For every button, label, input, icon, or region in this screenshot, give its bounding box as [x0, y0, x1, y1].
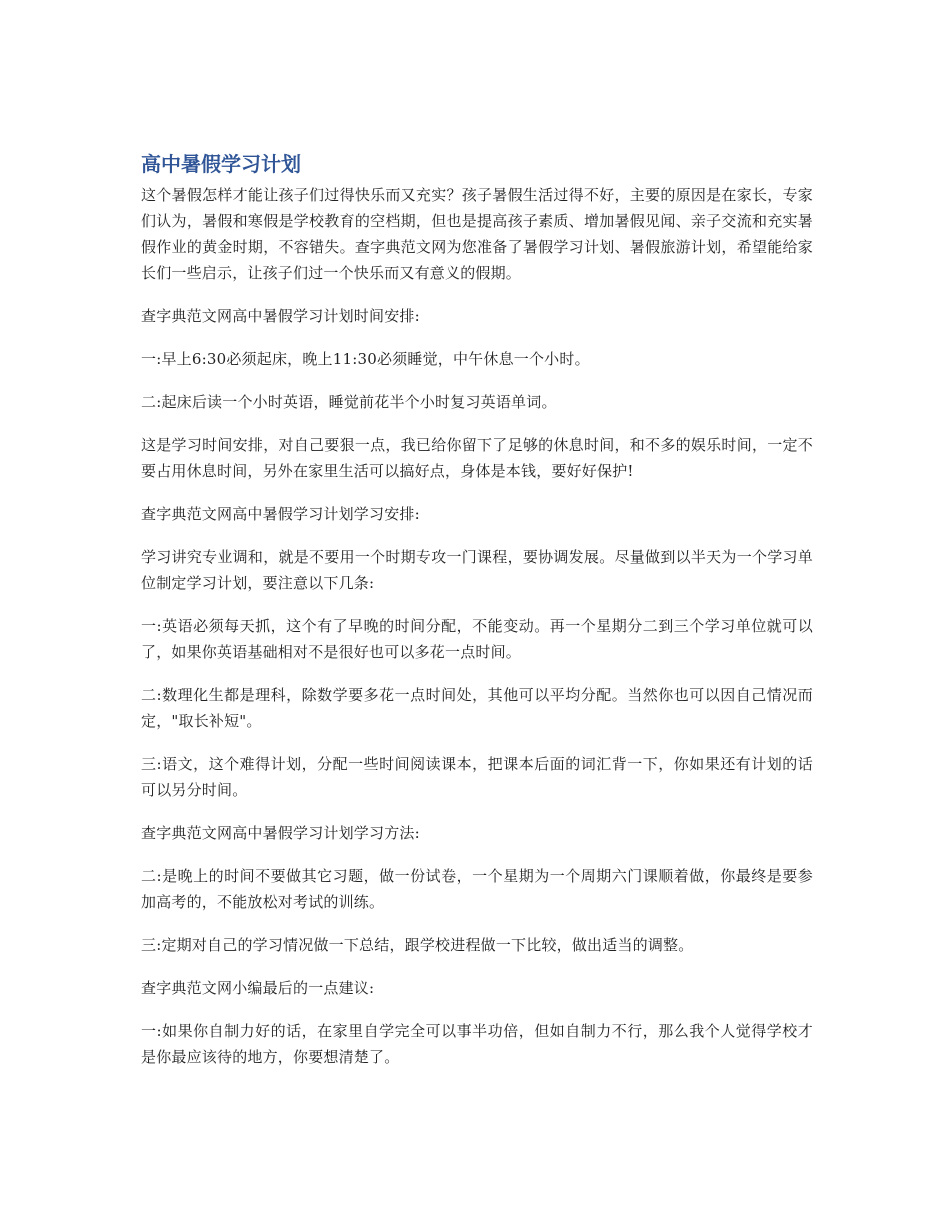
document-page [141, 150, 813, 1087]
paragraph-method-heading: 查字典范文网高中暑假学习计划学习方法: [141, 824, 420, 842]
paragraph-schedule-heading: 查字典范文网高中暑假学习计划时间安排: [141, 307, 420, 325]
paragraph-advice-heading: 查字典范文网小编最后的一点建议: [141, 979, 375, 997]
paragraph-study-heading: 查字典范文网高中暑假学习计划学习安排: [141, 505, 420, 523]
paragraph-method-3: 三:定期对自己的学习情况做一下总结，跟学校进程做一下比较，做出适当的调整。 [141, 936, 694, 954]
paragraph-study-2: 二:数理化生都是理科，除数学要多花一点时间处，其他可以平均分配。当然你也可以因自己情况而定，"取长补短"。 [141, 686, 813, 730]
paragraph-study-intro: 学习讲究专业调和，就是不要用一个时期专攻一门课程，要协调发展。尽量做到以半天为一个学习单位制定学习计划，要注意以下几条: [141, 548, 813, 592]
paragraph-study-3: 三:语文，这个难得计划，分配一些时间阅读课本，把课本后面的词汇背一下，你如果还有计划的话可以另分时间。 [141, 755, 813, 799]
paragraph-schedule-2: 二:起床后读一个小时英语，睡觉前花半个小时复习英语单词。 [141, 393, 557, 411]
paragraph-schedule-note: 这是学习时间安排，对自己要狠一点，我已给你留下了足够的休息时间，和不多的娱乐时间，一定不要占用休息时间，另外在家里生活可以搞好点，身体是本钱，要好好保护! [141, 436, 813, 480]
paragraph-advice-1: 一:如果你自制力好的话，在家里自学完全可以事半功倍，但如自制力不行，那么我个人觉得学校才是你最应该待的地方，你要想清楚了。 [141, 1022, 813, 1066]
document-title: 高中暑假学习计划 [141, 152, 301, 176]
paragraph-intro: 这个暑假怎样才能让孩子们过得快乐而又充实？孩子暑假生活过得不好，主要的原因是在家长，专家们认为，暑假和寒假是学校教育的空档期，但也是提高孩子素质、增加暑假见闻、亲子交流和充实暑假作业的黄金时期，不容错失。查字典范文网为您准备了暑假学习计划、暑假旅游计划，希望能给家长们一些启示，让孩子们过一个快乐而又有意义的假期。 [141, 186, 813, 282]
paragraph-method-2: 二:是晚上的时间不要做其它习题，做一份试卷，一个星期为一个周期六门课顺着做，你最终是要参加高考的，不能放松对考试的训练。 [141, 867, 813, 911]
paragraph-schedule-1: 一:早上6:30必须起床，晚上11:30必须睡觉，中午休息一个小时。 [141, 350, 590, 368]
paragraph-study-1: 一:英语必须每天抓，这个有了早晚的时间分配，不能变动。再一个星期分二到三个学习单位就可以了，如果你英语基础相对不是很好也可以多花一点时间。 [141, 617, 813, 661]
